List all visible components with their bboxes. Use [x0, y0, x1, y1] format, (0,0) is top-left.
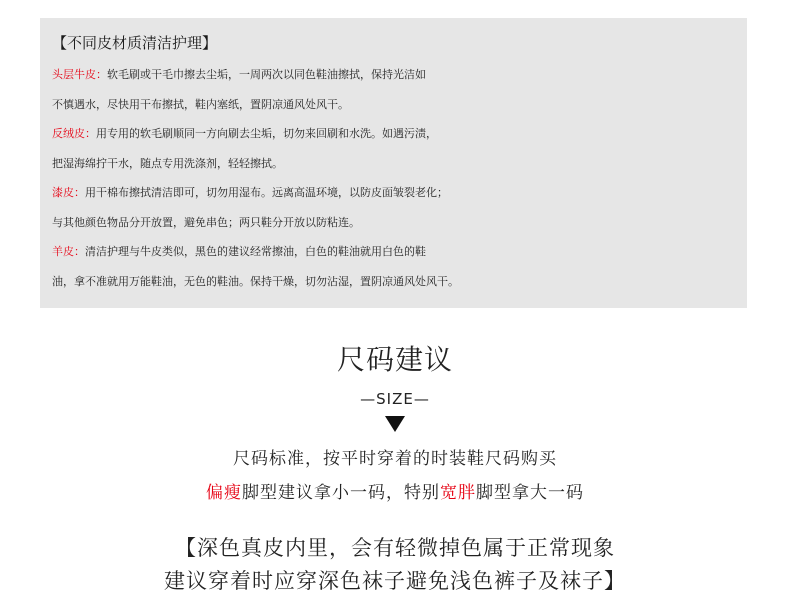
care-text: 用干棉布擦拭清洁即可，切勿用湿布。远离高温环境，以防皮面皱裂老化； [85, 186, 448, 199]
wide-foot-highlight: 宽胖 [440, 483, 476, 503]
lining-note [0, 532, 790, 598]
care-line [52, 60, 747, 90]
care-text: 用专用的软毛刷顺同一方向刷去尘垢，切勿来回刷和水洗。如遇污渍， [96, 127, 437, 140]
material-label: 头层牛皮： [52, 68, 107, 81]
care-line [52, 119, 747, 149]
size-standard-text: 尺码标准，按平时穿着的时装鞋尺码购买 [233, 449, 557, 469]
care-text: 油，拿不准就用万能鞋油，无色的鞋油。保持干燥，切勿沾湿，置阴凉通风处风干。 [52, 274, 459, 288]
note-line-2: 建议穿着时应穿深色袜子避免浅色裤子及袜子】 [164, 569, 626, 593]
slim-foot-highlight: 偏瘦 [206, 483, 242, 503]
size-fit-advice [0, 478, 790, 508]
care-text: 把湿海绵拧干水，随点专用洗涤剂，轻轻擦拭。 [52, 156, 283, 170]
care-text: 与其他颜色物品分开放置，避免串色；两只鞋分开放以防粘连。 [52, 215, 360, 229]
care-line [52, 208, 747, 238]
care-text: 不慎遇水，尽快用干布擦拭，鞋内塞纸，置阴凉通风处风干。 [52, 97, 349, 111]
size-advice-section [0, 340, 790, 508]
care-line [52, 149, 747, 179]
care-line [52, 90, 747, 120]
material-label: 漆皮： [52, 186, 85, 199]
fit-advice-text: 脚型建议拿小一码，特别 [242, 483, 440, 503]
size-title: 尺码建议 [336, 343, 453, 376]
care-text: 软毛刷或干毛巾擦去尘垢，一周两次以同色鞋油擦拭，保持光洁如 [107, 68, 426, 81]
size-subtitle: —SIZE— [360, 390, 430, 408]
note-line-1: 【深色真皮内里，会有轻微掉色属于正常现象 [175, 536, 615, 560]
down-arrow-icon [385, 416, 405, 432]
care-heading: 【不同皮材质清洁护理】 [52, 34, 218, 52]
care-line [52, 267, 747, 297]
care-instructions-panel [40, 18, 747, 308]
care-line [52, 237, 747, 267]
care-line [52, 178, 747, 208]
material-label: 反绒皮： [52, 127, 96, 140]
material-label: 羊皮： [52, 245, 85, 258]
fit-advice-end: 脚型拿大一码 [476, 483, 584, 503]
care-text: 清洁护理与牛皮类似，黑色的建议经常擦油，白色的鞋油就用白色的鞋 [85, 245, 426, 258]
